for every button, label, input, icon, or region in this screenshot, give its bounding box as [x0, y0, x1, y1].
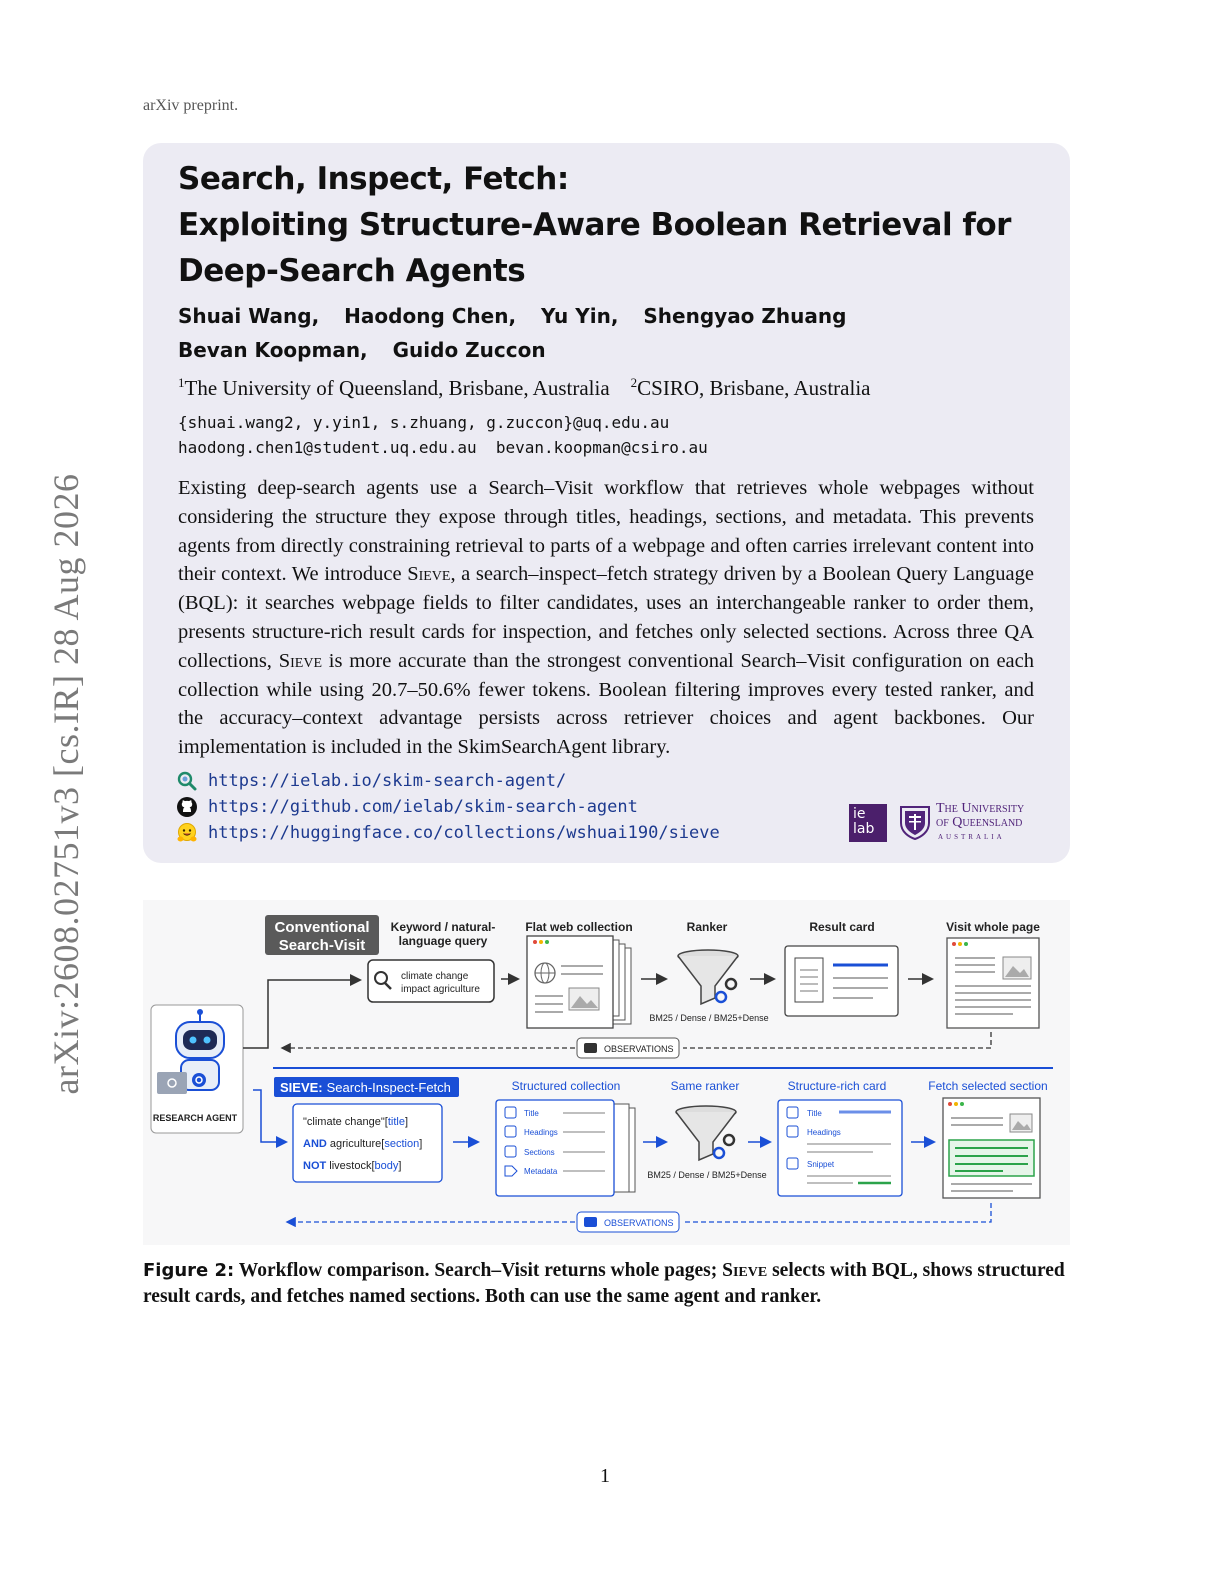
workflow-diagram	[143, 900, 1070, 1245]
field-label: Metadata	[524, 1167, 558, 1176]
structure-rich-card	[778, 1100, 902, 1196]
uq-line: AUSTRALIA	[938, 833, 1005, 841]
bql-line: NOT livestock[body]	[303, 1160, 402, 1172]
affiliation-2: CSIRO, Brisbane, Australia	[637, 376, 871, 400]
uq-line: of Queensland	[936, 815, 1023, 830]
bql-line: AND agriculture[section]	[303, 1138, 423, 1150]
col-header: Ranker	[686, 920, 728, 934]
logo-text: ie	[853, 806, 866, 822]
query-text: impact agriculture	[401, 984, 480, 995]
sieve-name: Sieve	[278, 649, 322, 672]
page-number: 1	[600, 1465, 610, 1487]
fetched-section-page-icon	[943, 1098, 1040, 1198]
caption-label: Figure 2:	[143, 1260, 235, 1281]
github-link[interactable]	[176, 794, 720, 820]
col-header: Keyword / natural-	[390, 920, 496, 934]
sieve-name: Sieve	[407, 563, 451, 586]
affiliation-mark: 1	[178, 375, 185, 390]
same-ranker-funnel-icon	[676, 1106, 736, 1160]
title-line: Search, Inspect, Fetch:	[178, 161, 569, 197]
gear-icon	[714, 1148, 724, 1158]
field-label: Headings	[524, 1128, 558, 1137]
ielab-logo	[849, 804, 887, 842]
col-header: Result card	[809, 920, 875, 934]
gear-icon	[726, 979, 736, 989]
caption-text: Workflow comparison. Search–Visit returns whole pages;	[234, 1260, 723, 1281]
header-note: arXiv preprint.	[143, 97, 239, 114]
authors-line-1	[178, 304, 864, 328]
conventional-tag-text: Search-Visit	[278, 937, 366, 954]
figure-caption	[143, 1258, 1073, 1310]
author: Shuai Wang,	[178, 304, 320, 328]
chat-icon	[584, 1217, 597, 1227]
affiliations	[178, 375, 870, 401]
authors-line-2	[178, 338, 564, 362]
observations-text: OBSERVATIONS	[604, 1044, 674, 1054]
emails-line-2: haodong.chen1@student.uq.edu.au bevan.koopman@csiro.au	[178, 438, 708, 457]
search-magnifier-icon	[176, 770, 198, 792]
abstract-text: is more accurate than the strongest conventional Search–Visit configuration on each collection while using 20.7–50.6% fewer tokens. Boolean filtering improves every tested ranker, and the accuracy–context advantage persists across retriever choices and agent backbones. Our implementation is included in the SkimSearchAgent library.	[178, 649, 1035, 759]
field-label: Title	[807, 1109, 822, 1118]
col-header: Fetch selected section	[928, 1079, 1048, 1093]
uq-line: The University	[936, 801, 1025, 816]
field-label: Sections	[524, 1148, 555, 1157]
field-label: Snippet	[807, 1160, 835, 1169]
ranker-caption: BM25 / Dense / BM25+Dense	[649, 1013, 769, 1023]
gear-icon	[724, 1135, 734, 1145]
chat-icon	[584, 1043, 597, 1053]
author: Guido Zuccon	[392, 338, 546, 362]
query-text: climate change	[401, 971, 469, 982]
ranker-caption: BM25 / Dense / BM25+Dense	[647, 1170, 767, 1180]
bql-line: "climate change"[title]	[303, 1116, 409, 1128]
sieve-tag-text: SIEVE: Search-Inspect-Fetch	[280, 1080, 451, 1095]
abstract-text: Existing deep-search agents use a Search–Visit workflow that retrieves whole webpages without considering the structure they expose through titles, headings, sections, and metadata. This prevents agents from directly constraining retrieval to parts of a webpage and often carries irrelevant content into their context. We introduce	[178, 477, 1034, 586]
project-link[interactable]	[176, 768, 720, 794]
author: Haodong Chen,	[344, 304, 517, 328]
affiliation-mark: 2	[630, 375, 638, 390]
gear-icon	[716, 992, 726, 1002]
col-header: Same ranker	[670, 1079, 740, 1093]
structured-collection-stack	[496, 1100, 635, 1196]
col-header: Visit whole page	[946, 920, 1040, 934]
uq-wordmark	[936, 802, 1024, 844]
link-url[interactable]: https://github.com/ielab/skim-search-agent	[208, 797, 638, 817]
col-header: Flat web collection	[525, 920, 633, 934]
author: Yu Yin,	[541, 304, 619, 328]
col-header: Structured collection	[511, 1079, 621, 1093]
col-header: language query	[398, 934, 488, 948]
title-line: Deep-Search Agents	[178, 253, 526, 289]
author: Bevan Koopman,	[178, 338, 368, 362]
ranker-funnel-icon	[678, 950, 738, 1004]
flow-arrow	[253, 1090, 285, 1142]
field-label: Title	[524, 1109, 539, 1118]
flat-collection-stack	[527, 936, 631, 1028]
huggingface-icon	[176, 822, 198, 844]
agent-label: RESEARCH AGENT	[152, 1113, 238, 1123]
link-url[interactable]: https://huggingface.co/collections/wshuai190/sieve	[208, 823, 720, 843]
abstract	[178, 474, 1034, 762]
whole-page-icon	[947, 938, 1039, 1028]
workflow-figure	[143, 900, 1070, 1245]
github-icon	[176, 796, 198, 818]
emails-line-1: {shuai.wang2, y.yin1, s.zhuang, g.zuccon}@uq.edu.au	[178, 413, 670, 432]
col-header: Structure-rich card	[787, 1079, 887, 1093]
abstract-text: , a search–inspect–fetch strategy driven by a Boolean Query Language (BQL): it searches webpage fields to filter candidates, uses an interchangeable ranker to order them, presents structure-rich result cards for inspection, and fetches only selected sections. Across three QA collections,	[178, 563, 1034, 672]
title-line: Exploiting Structure-Aware Boolean Retrieval for	[178, 207, 1011, 243]
huggingface-link[interactable]	[176, 820, 720, 846]
field-label: Headings	[807, 1128, 841, 1137]
conventional-tag-text: Conventional	[274, 919, 370, 936]
observations-text: OBSERVATIONS	[604, 1218, 674, 1228]
uq-crest-icon	[899, 805, 931, 841]
document-icon	[795, 958, 823, 1002]
arxiv-side-stamp: arXiv:2608.02751v3 [cs.IR] 28 Aug 2026	[46, 473, 86, 1095]
author: Shengyao Zhuang	[643, 304, 847, 328]
link-url[interactable]: https://ielab.io/skim-search-agent/	[208, 771, 567, 791]
caption-text: selects with BQL, shows structured result cards, and fetches named sections. Both can use the same agent and ranker.	[143, 1260, 1065, 1307]
flow-arrow	[243, 980, 359, 1048]
sieve-name: Sieve	[722, 1260, 768, 1281]
logo-text: lab	[853, 821, 875, 837]
resource-links	[176, 768, 720, 846]
paper-title	[178, 156, 1058, 294]
affiliation-1: The University of Queensland, Brisbane, Australia	[184, 376, 610, 400]
institution-logos	[849, 802, 1024, 844]
